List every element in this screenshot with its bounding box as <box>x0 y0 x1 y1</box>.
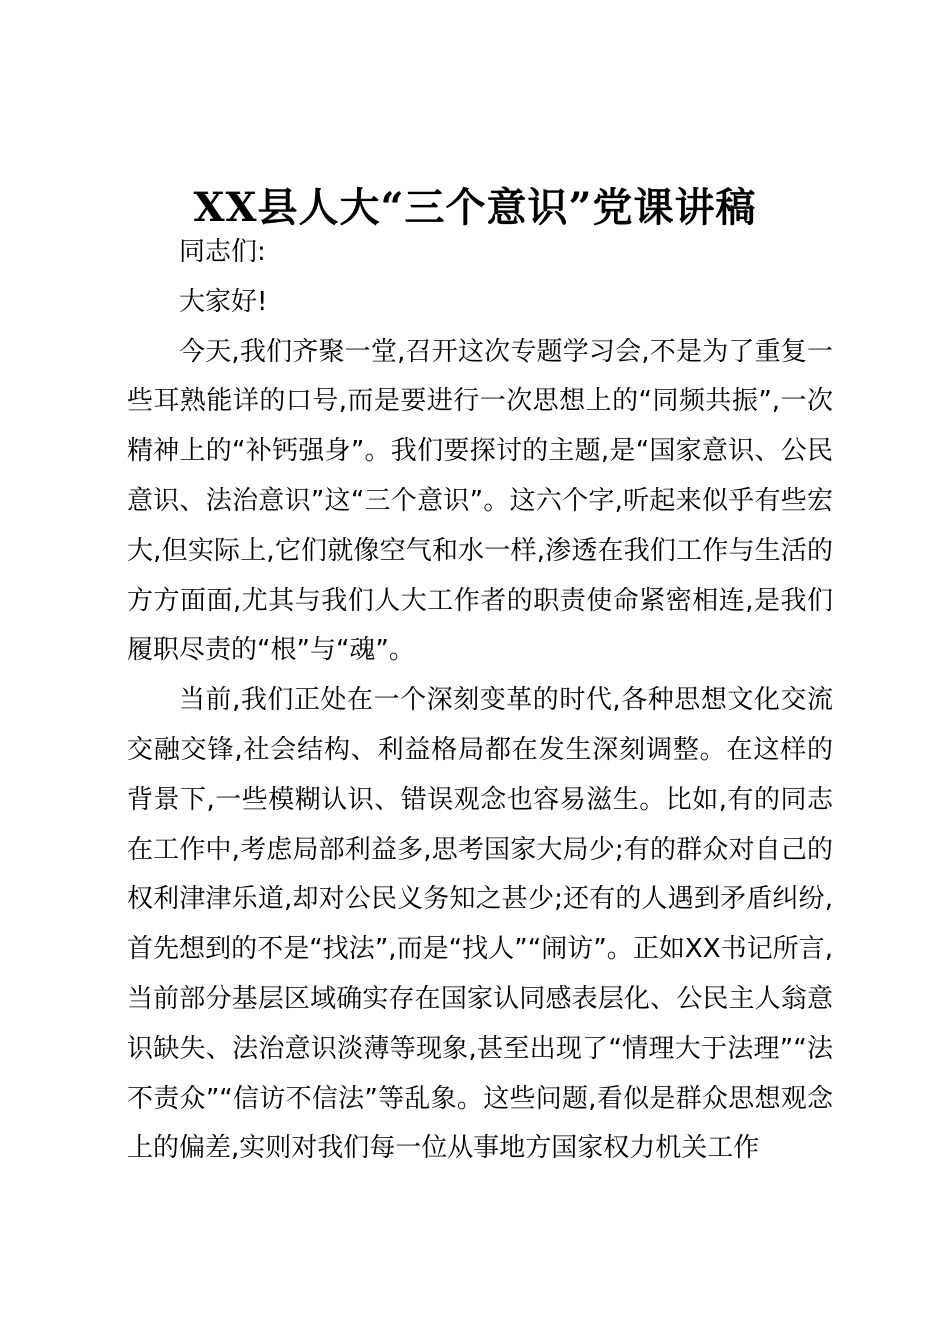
document-body <box>127 228 833 1174</box>
document-title: XX县人大“三个意识”党课讲稿 <box>193 184 757 231</box>
salutation-paragraph: 同志们: <box>179 237 266 267</box>
body-paragraph: 当前,我们正处在一个深刻变革的时代,各种思想文化交流交融交锋,社会结构、利益格局都在发生深刻调整。在这样的背景下,一些模糊认识、错误观念也容易滋生。比如,有的同志在工作中,考虑局部利益多,思考国家大局少;有的群众对自己的权利津津乐道,却对公民义务知之甚少;还有的人遇到矛盾纠纷,首先想到的不是“找法”,而是“找人”“闹访”。正如XX书记所言,当前部分基层区域确实存在国家认同感表层化、公民主人翁意识缺失、法治意识淡薄等现象,甚至出现了“情理大于法理”“法不责众”“信访不信法”等乱象。这些问题,看似是群众思想观念上的偏差,实则对我们每一位从事地方国家权力机关工作 <box>127 685 833 1164</box>
body-paragraph: 今天,我们齐聚一堂,召开这次专题学习会,不是为了重复一些耳熟能详的口号,而是要进行一次思想上的“同频共振”,一次精神上的“补钙强身”。我们要探讨的主题,是“国家意识、公民意识、法治意识”这“三个意识”。这六个字,听起来似乎有些宏大,但实际上,它们就像空气和水一样,渗透在我们工作与生活的方方面面,尤其与我们人大工作者的职责使命紧密相连,是我们履职尽责的“根”与“魂”。 <box>127 336 833 666</box>
greeting-paragraph: 大家好! <box>179 286 268 317</box>
